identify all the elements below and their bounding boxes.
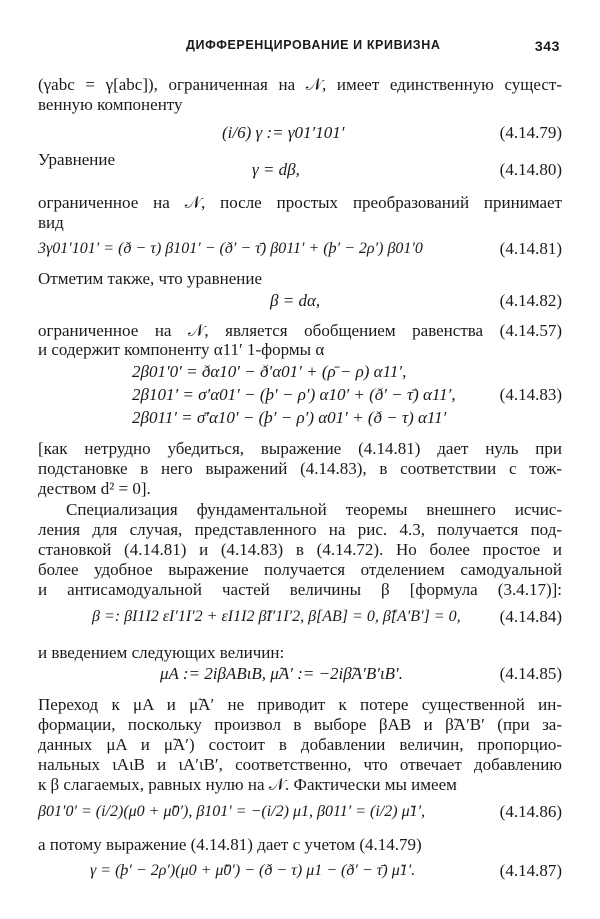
equation-4-14-81: 3γ01′101′ = (ð − τ) β101′ − (ð′ − τ̄) β011′ + (þ′ − 2ρ′) β01′0	[38, 240, 423, 257]
equation-number: (4.14.85)	[499, 664, 562, 683]
page-number: 343	[534, 38, 560, 54]
equation-4-14-80: γ = dβ,	[252, 160, 300, 179]
equation-number: (4.14.86)	[499, 802, 562, 821]
text-line: к β слагаемых, равных нулю на 𝒩. Фактически мы имеем	[38, 775, 457, 794]
text-line: и введением следующих величин:	[38, 643, 285, 662]
equation-number: (4.14.79)	[499, 123, 562, 142]
equation-4-14-85: μA := 2iβABιB, μ̃A′ := −2iβ̃A′B′ιB′.	[160, 664, 404, 683]
equation-4-14-86: β01′0′ = (i/2)(μ0 + μ̃0′), β101′ = −(i/2) μ1, β011′ = (i/2) μ̃1′,	[38, 803, 426, 820]
equation-4-14-87: γ = (þ′ − 2ρ′)(μ0 + μ̃0′) − (ð − τ) μ1 − (ð′ − τ̄) μ̃1′.	[90, 862, 416, 879]
text-line: вид	[38, 213, 64, 232]
text-line: Специализация фундаментальной теоремы внешнего исчис-	[66, 500, 562, 519]
text-line: и содержит компоненту α11′ 1-формы α	[38, 340, 325, 359]
text-line: более удобное выражение получается отделением самодуальной	[38, 560, 562, 579]
text-line: данных μA и μ̃A′) состоит в добавлении величин, пропорцио-	[38, 735, 562, 754]
equation-4-14-84: β =: βI1I2 εI′1I′2 + εI1I2 β̃I′1I′2, β[AB] = 0, β̃[A′B′] = 0,	[92, 608, 461, 625]
text-line: нальных ιAιB и ιA′ιB′, соответственно, что отвечает добавлению	[38, 755, 562, 774]
text-line: а потому выражение (4.14.81) дает с учетом (4.14.79)	[38, 835, 422, 854]
text-line: венную компоненту	[38, 95, 183, 114]
text-line: Переход к μA и μ̃A′ не приводит к потере существенной ин-	[38, 695, 562, 714]
equation-number: (4.14.82)	[499, 291, 562, 310]
text-line: формации, поскольку произвол в выборе βAB и β̃A′B′ (при за-	[38, 715, 562, 734]
equation-number: (4.14.84)	[499, 607, 562, 626]
text-line: ограниченное на 𝒩, является обобщением равенства (4.14.57)	[38, 321, 562, 340]
equation-number: (4.14.81)	[499, 239, 562, 258]
text-line: ления для случая, представленного на рис. 4.3, получается под-	[38, 520, 562, 539]
text-line: Уравнение	[38, 150, 115, 169]
equation-4-14-79: (i/6) γ := γ01′101′	[222, 123, 345, 142]
equation-4-14-82: β = dα,	[270, 291, 321, 310]
equation-number: (4.14.83)	[499, 385, 562, 404]
chapter-title: ДИФФЕРЕНЦИРОВАНИЕ И КРИВИЗНА	[186, 38, 441, 52]
text-line: и антисамодуальной частей величины β [формула (3.4.17)]:	[38, 580, 562, 599]
text-line: деством d² = 0].	[38, 479, 151, 498]
text-line: ограниченное на 𝒩, после простых преобразований принимает	[38, 193, 562, 212]
equation-number: (4.14.87)	[499, 861, 562, 880]
text-line: становкой (4.14.81) и (4.14.83) в (4.14.72). Но более простое и	[38, 540, 562, 559]
text-line: подстановке в него выражений (4.14.83), в соответствии с тож-	[38, 459, 562, 478]
equation-4-14-83a: 2β01′0′ = ðα10′ − ð′α01′ + (ρ̄ − ρ) α11′,	[132, 362, 407, 381]
text-line: Отметим также, что уравнение	[38, 269, 263, 288]
running-header	[180, 38, 560, 58]
equation-4-14-83c: 2β011′ = σ̄′α10′ − (þ′ − ρ′) α01′ + (ð − τ) α11′	[132, 408, 447, 427]
equation-number: (4.14.80)	[499, 160, 562, 179]
equation-4-14-83b: 2β101′ = σ′α01′ − (þ′ − ρ′) α10′ + (ð′ − τ̄) α11′,	[132, 385, 456, 404]
text-line: (γabc = γ[abc]), ограниченная на 𝒩, имеет единственную сущест-	[38, 75, 562, 94]
text-line: [как нетрудно убедиться, выражение (4.14.81) дает нуль при	[38, 439, 562, 458]
